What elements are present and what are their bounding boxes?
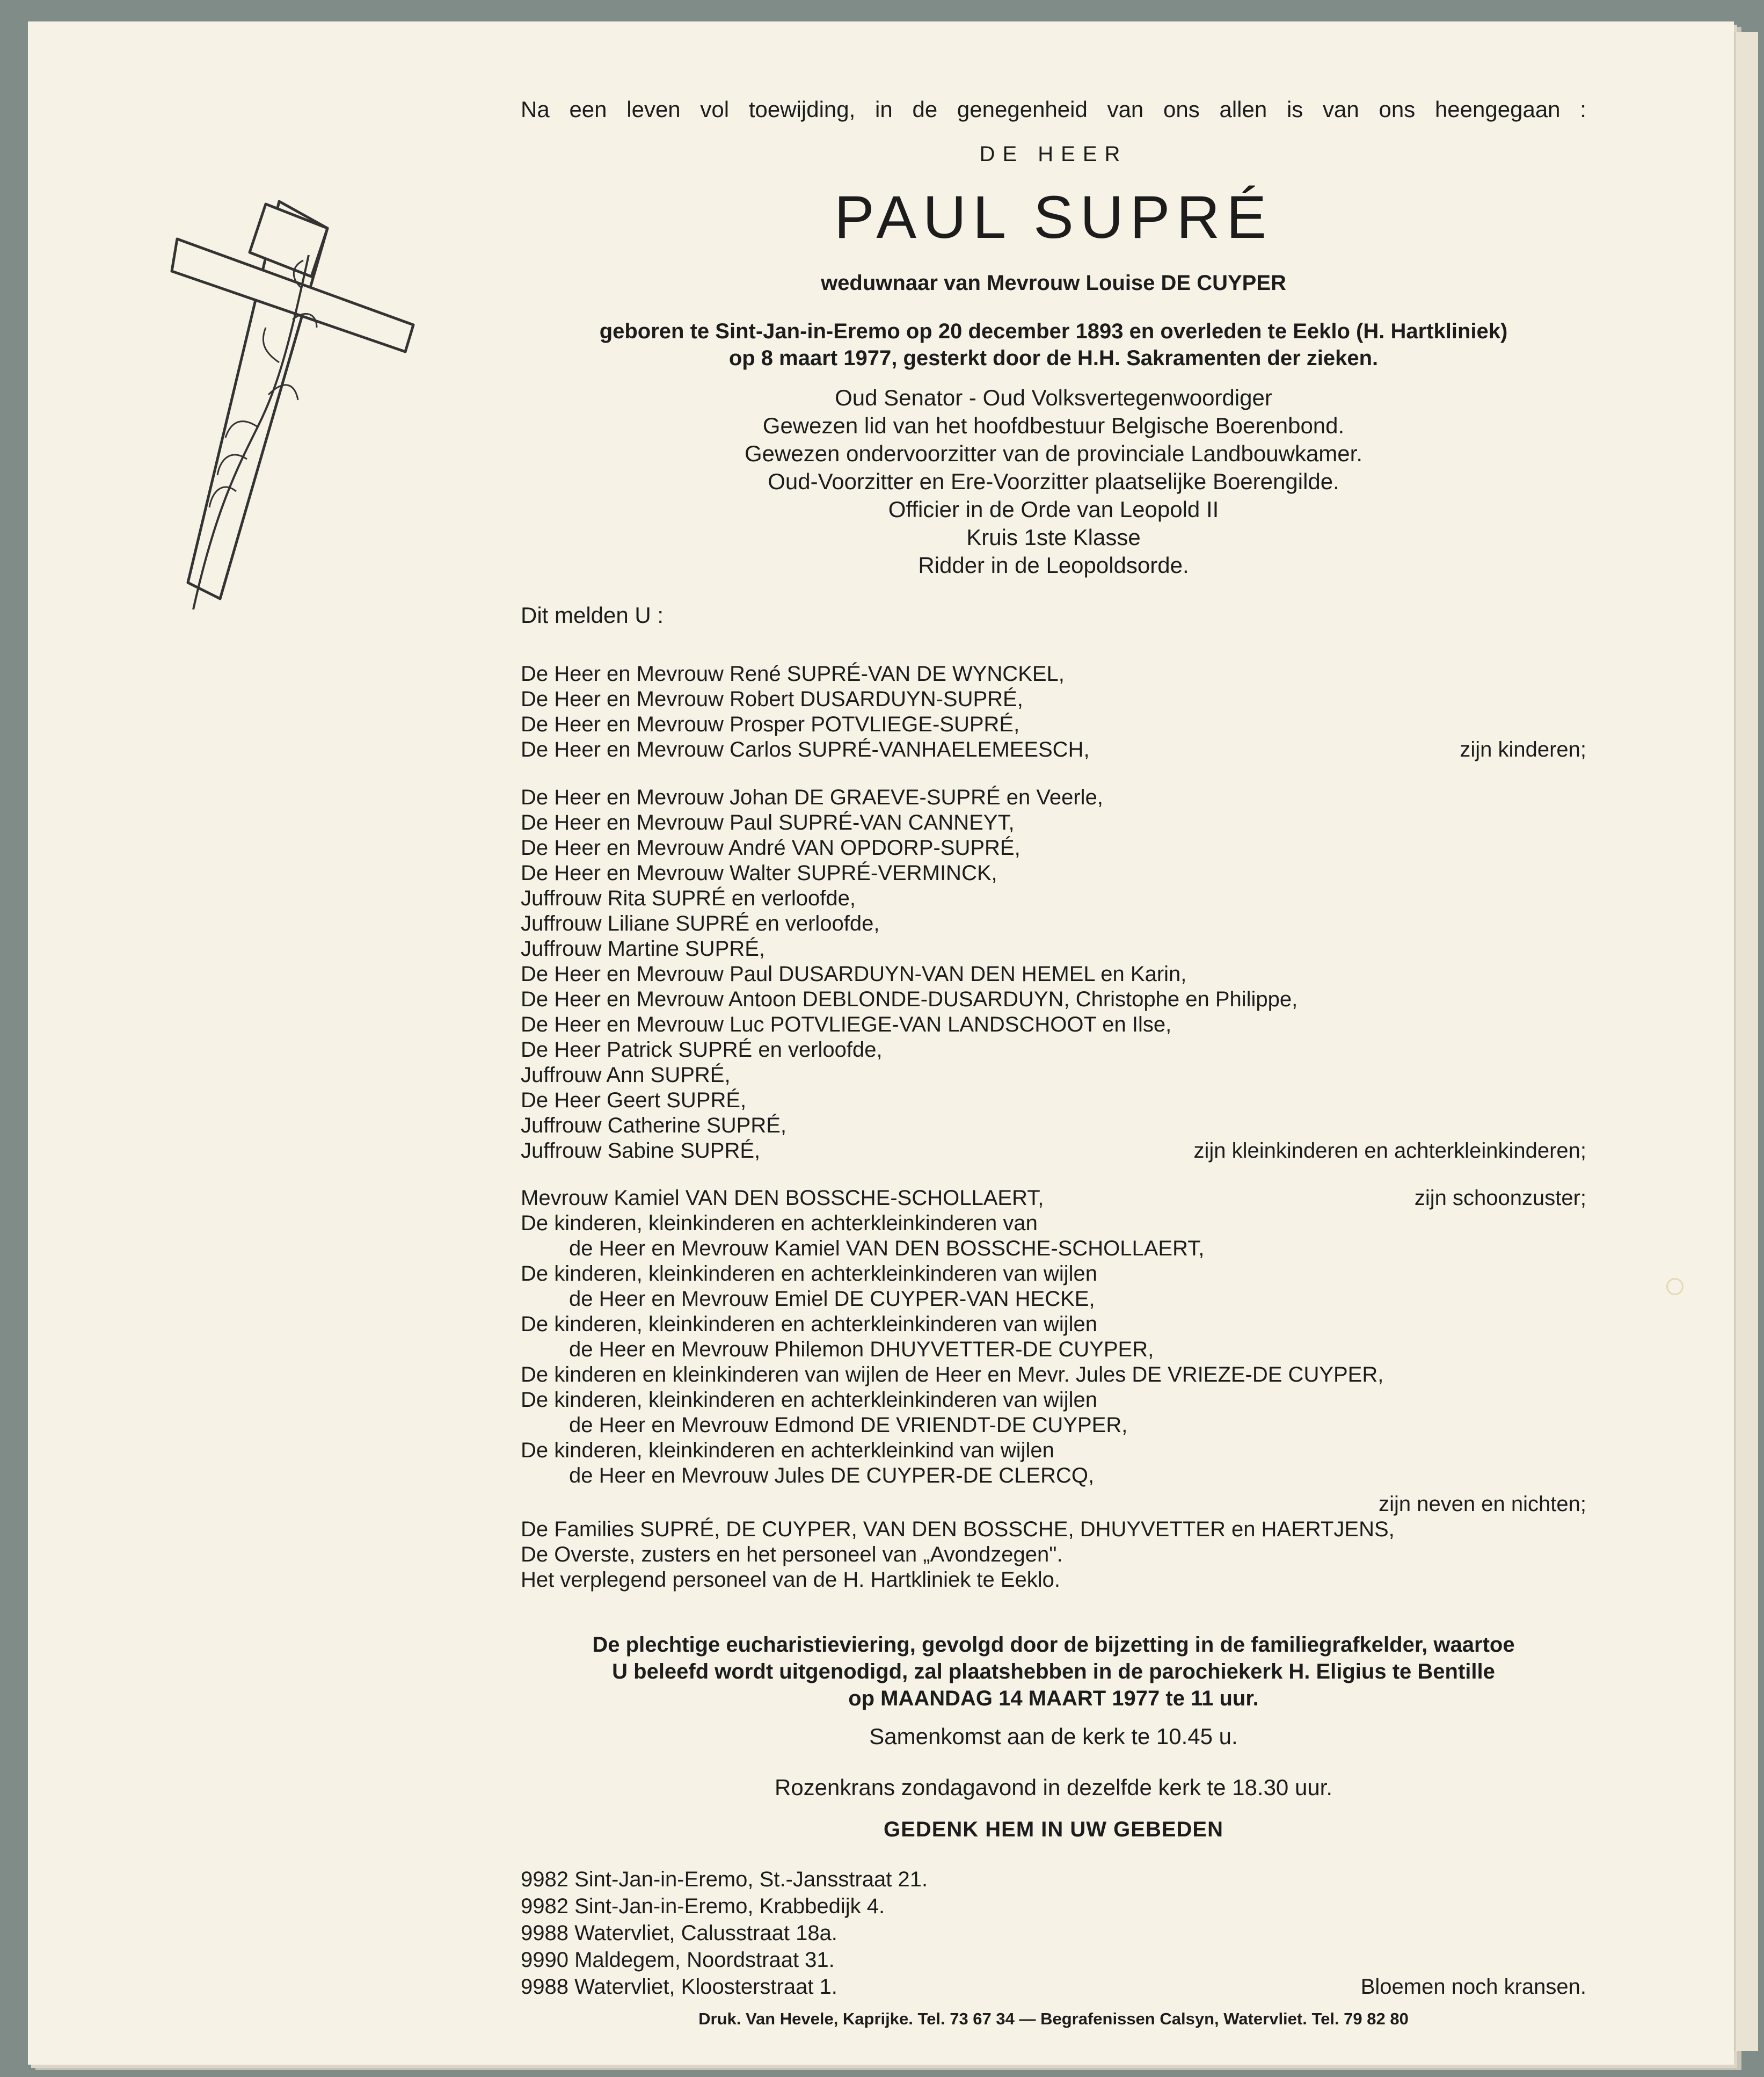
family-line: Het verplegend personeel van de H. Hartkliniek te Eeklo.: [521, 1568, 1060, 1592]
grandchild-name: Juffrouw Martine SUPRÉ,: [521, 937, 765, 961]
nephew-line: De kinderen, kleinkinderen en achterkleinkinderen van wijlen: [521, 1312, 1097, 1336]
nephew-line: de Heer en Mevrouw Emiel DE CUYPER-VAN HECKE,: [569, 1287, 1095, 1311]
grandchild-row: [521, 1088, 1586, 1113]
relation-label: zijn schoonzuster;: [1414, 1186, 1586, 1210]
paper-mark: [1666, 1278, 1683, 1295]
family-line: De Overste, zusters en het personeel van „Avondzegen".: [521, 1543, 1063, 1566]
address-line: 9988 Watervliet, Calusstraat 18a.: [521, 1921, 837, 1945]
grandchild-name: De Heer en Mevrouw André VAN OPDORP-SUPRÉ,: [521, 836, 1021, 860]
nephew-line: De kinderen, kleinkinderen en achterkleinkinderen van wijlen: [521, 1262, 1097, 1286]
service-line: U beleefd wordt uitgenodigd, zal plaatshebben in de parochiekerk H. Eligius te Bentille: [612, 1660, 1495, 1683]
nephew-line: De kinderen en kleinkinderen van wijlen de Heer en Mevr. Jules DE VRIEZE-DE CUYPER,: [521, 1363, 1384, 1386]
intro-word: genegenheid: [957, 97, 1088, 122]
intro-word: een: [569, 97, 607, 122]
intro-word: is: [1286, 97, 1303, 122]
child-name: De Heer en Mevrouw Robert DUSARDUYN-SUPRÉ,: [521, 687, 1023, 711]
funeral-service: [521, 1631, 1586, 1712]
gathering-time: Samenkomst aan de kerk te 10.45 u.: [869, 1724, 1238, 1749]
grandchild-name: De Heer en Mevrouw Johan DE GRAEVE-SUPRÉ en Veerle,: [521, 786, 1103, 809]
intro-word: in: [875, 97, 893, 122]
grandchild-name: De Heer en Mevrouw Walter SUPRÉ-VERMINCK,: [521, 861, 997, 885]
address-line: 9982 Sint-Jan-in-Eremo, Krabbedijk 4.: [521, 1894, 885, 1918]
honor-line: Kruis 1ste Klasse: [966, 525, 1141, 550]
widower-line: weduwnaar van Mevrouw Louise DE CUYPER: [821, 271, 1286, 295]
printer-credit: Druk. Van Hevele, Kaprijke. Tel. 73 67 34 — Begrafenissen Calsyn, Watervliet. Tel. 79 82 80: [698, 2009, 1409, 2028]
service-line: op MAANDAG 14 MAART 1977 te 11 uur.: [848, 1687, 1259, 1710]
intro-word: ons: [1379, 97, 1416, 122]
grandchild-row: [521, 1063, 1586, 1088]
grandchild-row: [521, 785, 1586, 810]
family-line: De Families SUPRÉ, DE CUYPER, VAN DEN BOSSCHE, DHUYVETTER en HAERTJENS,: [521, 1517, 1395, 1541]
grandchild-name: Juffrouw Ann SUPRÉ,: [521, 1063, 731, 1087]
intro-word: :: [1580, 97, 1586, 122]
intro-word: van: [1107, 97, 1144, 122]
intro-word: allen: [1219, 97, 1267, 122]
child-name: De Heer en Mevrouw Prosper POTVLIEGE-SUPRÉ,: [521, 713, 1020, 736]
remember-line: GEDENK HEM IN UW GEBEDEN: [884, 1818, 1223, 1841]
intro-word: toewijding,: [748, 97, 856, 122]
grandchildren-block: [521, 785, 1586, 1164]
intro-word: de: [912, 97, 938, 122]
nephew-line: de Heer en Mevrouw Kamiel VAN DEN BOSSCHE-SCHOLLAERT,: [569, 1237, 1205, 1260]
grandchild-row: [521, 1138, 1586, 1164]
intro-word: Na: [521, 97, 550, 122]
honor-line: Gewezen ondervoorzitter van de provinciale Landbouwkamer.: [744, 441, 1362, 466]
intro-word: van: [1323, 97, 1359, 122]
child-name: De Heer en Mevrouw René SUPRÉ-VAN DE WYNCKEL,: [521, 662, 1065, 686]
honor-line: Oud-Voorzitter en Ere-Voorzitter plaatselijke Boerengilde.: [768, 469, 1339, 494]
grandchild-name: De Heer en Mevrouw Paul DUSARDUYN-VAN DEN HEMEL en Karin,: [521, 962, 1187, 986]
honor-line: Ridder in de Leopoldsorde.: [918, 553, 1189, 578]
nephew-line: de Heer en Mevrouw Jules DE CUYPER-DE CLERCQ,: [569, 1464, 1095, 1487]
grandchild-name: De Heer en Mevrouw Luc POTVLIEGE-VAN LANDSCHOOT en Ilse,: [521, 1013, 1172, 1036]
address-line: 9990 Maldegem, Noordstraat 31.: [521, 1948, 835, 1972]
nephew-line: De kinderen, kleinkinderen en achterkleinkinderen van wijlen: [521, 1388, 1097, 1412]
honor-line: Gewezen lid van het hoofdbestuur Belgische Boerenbond.: [762, 413, 1345, 438]
grandchild-row: [521, 936, 1586, 962]
birth-death-info: [521, 318, 1586, 372]
grandchild-name: Juffrouw Sabine SUPRÉ,: [521, 1139, 761, 1163]
announce-label: Dit melden U :: [521, 602, 664, 628]
grandchild-row: [521, 911, 1586, 936]
nephews-relation-row: [521, 1492, 1586, 1517]
address-line: 9982 Sint-Jan-in-Eremo, St.-Jansstraat 21.: [521, 1868, 928, 1891]
address-line: 9988 Watervliet, Kloosterstraat 1.: [521, 1975, 837, 1999]
nephews-list: [521, 1211, 1586, 1488]
child-row: [521, 712, 1586, 737]
grandchild-name: De Heer en Mevrouw Paul SUPRÉ-VAN CANNEYT,: [521, 811, 1015, 834]
grandchild-name: De Heer Geert SUPRÉ,: [521, 1088, 747, 1112]
nephew-line: De kinderen, kleinkinderen en achterkleinkind van wijlen: [521, 1439, 1054, 1462]
grandchild-row: [521, 836, 1586, 861]
grandchild-row: [521, 861, 1586, 886]
nephew-line: de Heer en Mevrouw Philemon DHUYVETTER-DE CUYPER,: [569, 1338, 1154, 1361]
relation-label: zijn kinderen;: [1460, 738, 1586, 761]
honor-line: Oud Senator - Oud Volksvertegenwoordiger: [835, 385, 1272, 410]
relation-label: zijn kleinkinderen en achterkleinkinderen;: [1193, 1139, 1586, 1163]
grandchild-name: Juffrouw Rita SUPRÉ en verloofde,: [521, 887, 856, 910]
sister-in-law-name: Mevrouw Kamiel VAN DEN BOSSCHE-SCHOLLAERT,: [521, 1186, 1044, 1210]
deceased-name: PAUL SUPRÉ: [834, 184, 1273, 251]
grandchild-row: [521, 962, 1586, 987]
flowers-note: Bloemen noch kransen.: [1360, 1975, 1586, 1999]
child-row: [521, 687, 1586, 712]
rosary-info: Rozenkrans zondagavond in dezelfde kerk te 18.30 uur.: [774, 1775, 1333, 1800]
intro-word: leven: [626, 97, 681, 122]
relation-label: zijn neven en nichten;: [1379, 1492, 1586, 1516]
grandchild-name: Juffrouw Catherine SUPRÉ,: [521, 1114, 787, 1137]
intro-word: vol: [700, 97, 730, 122]
card-edge: [1734, 32, 1758, 2051]
grandchild-row: [521, 810, 1586, 836]
cross-icon: [156, 191, 435, 620]
addresses-block: [521, 1866, 1586, 2000]
intro-word: heengegaan: [1434, 97, 1561, 122]
service-line: De plechtige eucharistieviering, gevolgd door de bijzetting in de familiegrafkelder, waartoe: [592, 1633, 1515, 1657]
nephew-line: De kinderen, kleinkinderen en achterkleinkinderen van: [521, 1211, 1038, 1235]
honor-line: Officier in de Orde van Leopold II: [888, 497, 1219, 522]
grandchild-row: [521, 1037, 1586, 1063]
grandchild-name: Juffrouw Liliane SUPRÉ en verloofde,: [521, 912, 880, 935]
family-block: [521, 1186, 1586, 1593]
grandchild-row: [521, 1113, 1586, 1138]
child-name: De Heer en Mevrouw Carlos SUPRÉ-VANHAELEMEESCH,: [521, 738, 1090, 761]
grandchild-name: De Heer Patrick SUPRÉ en verloofde,: [521, 1038, 883, 1062]
birth-line: geboren te Sint-Jan-in-Eremo op 20 december 1893 en overleden te Eeklo (H. Hartkliniek): [599, 319, 1508, 343]
child-row: [521, 662, 1586, 687]
child-row: [521, 737, 1586, 762]
sister-in-law-row: [521, 1186, 1586, 1211]
children-block: [521, 662, 1586, 762]
grandchild-name: De Heer en Mevrouw Antoon DEBLONDE-DUSARDUYN, Christophe en Philippe,: [521, 987, 1298, 1011]
death-line: op 8 maart 1977, gesterkt door de H.H. Sakramenten der zieken.: [728, 346, 1379, 370]
grandchild-row: [521, 886, 1586, 911]
intro-line: [521, 97, 1586, 122]
honorific: DE HEER: [979, 142, 1128, 166]
honors-list: [521, 384, 1586, 579]
grandchild-row: [521, 987, 1586, 1012]
nephew-line: de Heer en Mevrouw Edmond DE VRIENDT-DE CUYPER,: [569, 1413, 1128, 1437]
grandchild-row: [521, 1012, 1586, 1037]
intro-word: ons: [1163, 97, 1200, 122]
other-families-list: [521, 1517, 1586, 1593]
